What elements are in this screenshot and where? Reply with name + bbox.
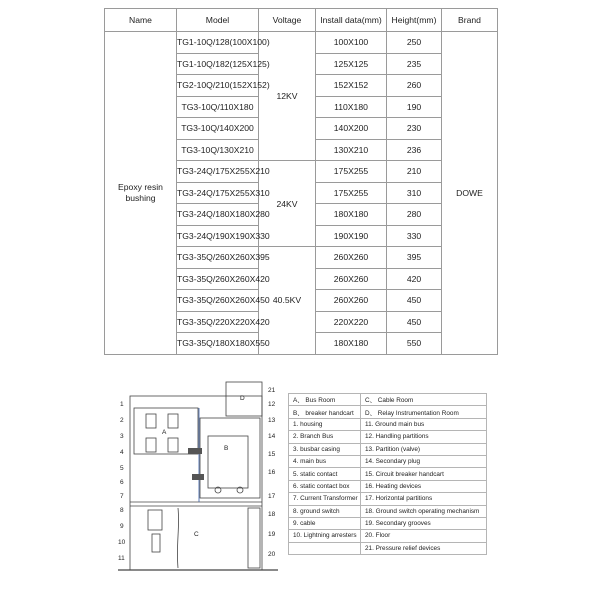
install-cell: 260X260	[316, 268, 387, 290]
legend-row	[289, 530, 487, 542]
model-cell: TG3-35Q/180X180X550	[177, 333, 259, 355]
breaker-room	[200, 418, 260, 498]
busbar-2	[168, 414, 178, 428]
height-cell: 395	[387, 247, 442, 269]
legend-row	[289, 418, 487, 430]
switchgear-diagram	[108, 378, 284, 574]
install-cell: 260X260	[316, 290, 387, 312]
install-cell: 190X190	[316, 225, 387, 247]
room-label-d: D	[240, 395, 245, 402]
install-cell: 175X255	[316, 161, 387, 183]
install-cell: 140X200	[316, 118, 387, 140]
legend-row	[289, 505, 487, 517]
legend-item-empty	[289, 542, 361, 554]
height-cell: 250	[387, 32, 442, 54]
legend-row	[289, 468, 487, 480]
static-contact-box	[192, 474, 204, 480]
callout-9: 9	[120, 523, 124, 530]
legend-row	[289, 455, 487, 467]
secondary-groove	[248, 508, 260, 568]
room-label-b: B	[224, 445, 229, 452]
table-row	[105, 32, 498, 54]
legend-item: D、 Relay Instrumentation Room	[361, 406, 487, 418]
callout-3: 3	[120, 433, 124, 440]
install-cell: 180X180	[316, 333, 387, 355]
header-model: Model	[177, 9, 259, 32]
callout-17: 17	[268, 493, 276, 500]
install-cell: 110X180	[316, 96, 387, 118]
header-voltage: Voltage	[259, 9, 316, 32]
legend-item: 16. Heating devices	[361, 480, 487, 492]
install-cell: 175X255	[316, 182, 387, 204]
callout-13: 13	[268, 417, 276, 424]
legend-item: C、 Cable Room	[361, 394, 487, 406]
callout-18: 18	[268, 511, 276, 518]
callout-2: 2	[120, 417, 124, 424]
model-cell: TG3-35Q/260X260X450	[177, 290, 259, 312]
legend-item: 18. Ground switch operating mechanism	[361, 505, 487, 517]
cabinet-housing	[130, 396, 262, 570]
callout-15: 15	[268, 451, 276, 458]
spec-header-row	[105, 9, 498, 32]
legend-item: A、 Bus Room	[289, 394, 361, 406]
legend-item: 3. busbar casing	[289, 443, 361, 455]
legend-item: 13. Partition (valve)	[361, 443, 487, 455]
height-cell: 450	[387, 311, 442, 333]
legend-item: 4. main bus	[289, 455, 361, 467]
height-cell: 450	[387, 290, 442, 312]
height-cell: 260	[387, 75, 442, 97]
legend-item: 21. Pressure relief devices	[361, 542, 487, 554]
legend-row	[289, 406, 487, 418]
height-cell: 550	[387, 333, 442, 355]
callout-11: 11	[118, 555, 125, 562]
callout-20: 20	[268, 551, 276, 558]
header-name: Name	[105, 9, 177, 32]
install-cell: 260X260	[316, 247, 387, 269]
model-cell: TG3-24Q/180X180X280	[177, 204, 259, 226]
legend-item: 15. Circuit breaker handcart	[361, 468, 487, 480]
room-label-a: A	[162, 429, 167, 436]
busbar-4	[168, 438, 178, 452]
header-install: Install data(mm)	[316, 9, 387, 32]
install-cell: 125X125	[316, 53, 387, 75]
callout-21: 21	[268, 387, 276, 394]
breaker-handcart	[208, 436, 248, 488]
right-callouts	[268, 387, 276, 558]
height-cell: 235	[387, 53, 442, 75]
legend-item: 17. Horizontal partitions	[361, 493, 487, 505]
install-cell: 130X210	[316, 139, 387, 161]
model-cell: TG2-10Q/210(152X152)	[177, 75, 259, 97]
legend-item: 9. cable	[289, 517, 361, 529]
voltage-cell: 40.5KV	[259, 247, 316, 355]
legend-item: 10. Lightning arresters	[289, 530, 361, 542]
callout-10: 10	[118, 539, 126, 546]
room-label-c: C	[194, 531, 199, 538]
install-cell: 100X100	[316, 32, 387, 54]
legend-item: 14. Secondary plug	[361, 455, 487, 467]
legend-item: 2. Branch Bus	[289, 431, 361, 443]
legend-item: 20. Floor	[361, 530, 487, 542]
height-cell: 420	[387, 268, 442, 290]
model-cell: TG3-24Q/175X255X310	[177, 182, 259, 204]
model-cell: TG3-10Q/130X210	[177, 139, 259, 161]
model-cell: TG1-10Q/128(100X100)	[177, 32, 259, 54]
install-cell: 220X220	[316, 311, 387, 333]
callout-7: 7	[120, 493, 124, 500]
current-transformer	[148, 510, 162, 530]
product-name-cell: Epoxy resin bushing	[105, 32, 177, 355]
legend-row	[289, 542, 487, 554]
switchgear-drawing	[108, 378, 284, 574]
callout-16: 16	[268, 469, 276, 476]
legend-item: 5. static contact	[289, 468, 361, 480]
model-cell: TG3-24Q/190X190X330	[177, 225, 259, 247]
height-cell: 236	[387, 139, 442, 161]
model-cell: TG3-10Q/140X200	[177, 118, 259, 140]
height-cell: 280	[387, 204, 442, 226]
model-cell: TG3-24Q/175X255X210	[177, 161, 259, 183]
legend-item: 7. Current Transformer	[289, 493, 361, 505]
left-callouts	[118, 401, 126, 562]
install-cell: 180X180	[316, 204, 387, 226]
legend-item: 6. static contact box	[289, 480, 361, 492]
install-cell: 152X152	[316, 75, 387, 97]
static-contact	[188, 448, 202, 454]
callout-8: 8	[120, 507, 124, 514]
height-cell: 230	[387, 118, 442, 140]
header-brand: Brand	[442, 9, 498, 32]
model-cell: TG3-10Q/110X180	[177, 96, 259, 118]
brand-cell: DOWE	[442, 32, 498, 355]
height-cell: 330	[387, 225, 442, 247]
model-cell: TG1-10Q/182(125X125)	[177, 53, 259, 75]
legend-row	[289, 394, 487, 406]
height-cell: 190	[387, 96, 442, 118]
legend-row	[289, 480, 487, 492]
model-cell: TG3-35Q/260X260X420	[177, 268, 259, 290]
height-cell: 210	[387, 161, 442, 183]
legend-item: 8. ground switch	[289, 505, 361, 517]
spec-table	[104, 8, 498, 355]
legend-row	[289, 443, 487, 455]
callout-19: 19	[268, 531, 276, 538]
callout-6: 6	[120, 479, 124, 486]
callout-14: 14	[268, 433, 276, 440]
legend-item: 12. Handling partitions	[361, 431, 487, 443]
voltage-cell: 24KV	[259, 161, 316, 247]
callout-5: 5	[120, 465, 124, 472]
header-height: Height(mm)	[387, 9, 442, 32]
voltage-cell: 12KV	[259, 32, 316, 161]
legend-item: B、 breaker handcart	[289, 406, 361, 418]
callout-4: 4	[120, 449, 124, 456]
legend-item: 11. Ground main bus	[361, 418, 487, 430]
callout-12: 12	[268, 401, 276, 408]
model-cell: TG3-35Q/220X220X420	[177, 311, 259, 333]
callout-1: 1	[120, 401, 124, 408]
legend-row	[289, 431, 487, 443]
model-cell: TG3-35Q/260X260X395	[177, 247, 259, 269]
legend-row	[289, 517, 487, 529]
busbar-3	[146, 438, 156, 452]
cable	[177, 508, 178, 568]
lightning-arrester	[152, 534, 160, 552]
legend-item: 19. Secondary grooves	[361, 517, 487, 529]
busbar-1	[146, 414, 156, 428]
legend-item: 1. housing	[289, 418, 361, 430]
legend-table	[288, 393, 487, 555]
height-cell: 310	[387, 182, 442, 204]
legend-row	[289, 493, 487, 505]
